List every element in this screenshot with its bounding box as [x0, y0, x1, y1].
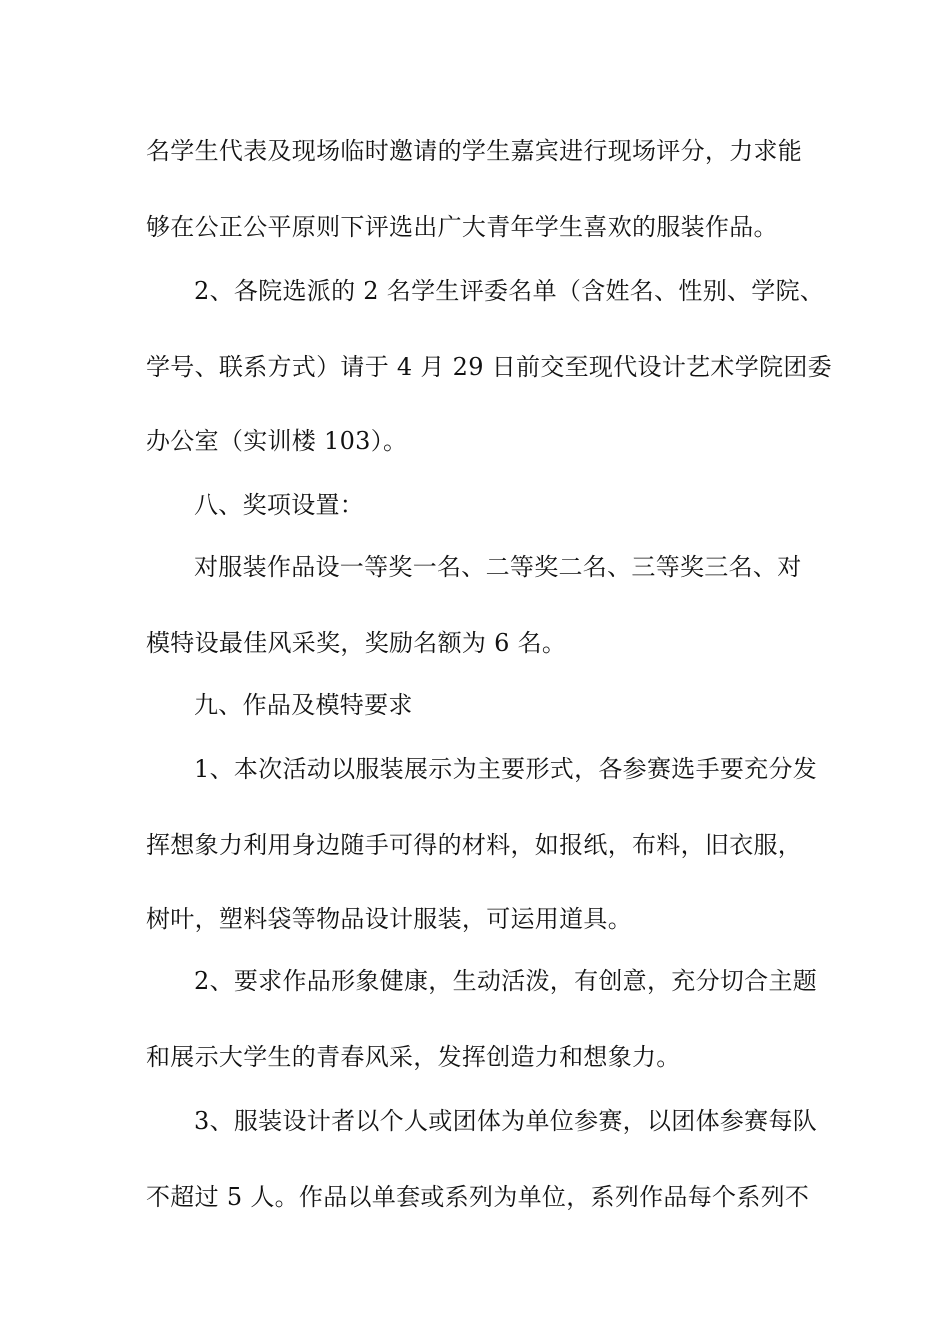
- paragraph-line: 挥想象力利用身边随手可得的材料，如报纸，布料，旧衣服，: [146, 831, 803, 859]
- paragraph-line: 够在公正公平原则下评选出广大青年学生喜欢的服装作品。: [146, 213, 778, 241]
- paragraph-line: 3、服装设计者以个人或团体为单位参赛，以团体参赛每队: [194, 1107, 818, 1135]
- paragraph-line: 模特设最佳风采奖，奖励名额为 6 名。: [146, 629, 567, 657]
- paragraph-line: 和展示大学生的青春风采，发挥创造力和想象力。: [146, 1043, 681, 1071]
- section-heading: 八、奖项设置：: [194, 491, 365, 519]
- paragraph-line: 对服装作品设一等奖一名、二等奖二名、三等奖三名、对: [194, 553, 802, 581]
- paragraph-line: 1、本次活动以服装展示为主要形式，各参赛选手要充分发: [194, 755, 818, 783]
- paragraph-line: 树叶，塑料袋等物品设计服装，可运用道具。: [146, 905, 632, 933]
- paragraph-line: 不超过 5 人。作品以单套或系列为单位，系列作品每个系列不: [146, 1183, 810, 1211]
- paragraph-line: 学号、联系方式）请于 4 月 29 日前交至现代设计艺术学院团委: [146, 353, 832, 381]
- paragraph-line: 办公室（实训楼 103）。: [146, 427, 408, 455]
- section-heading: 九、作品及模特要求: [194, 691, 413, 719]
- paragraph-line: 名学生代表及现场临时邀请的学生嘉宾进行现场评分，力求能: [146, 137, 803, 165]
- paragraph-line: 2、各院选派的 2 名学生评委名单（含姓名、性别、学院、: [194, 277, 825, 305]
- paragraph-line: 2、要求作品形象健康，生动活泼，有创意，充分切合主题: [194, 967, 818, 995]
